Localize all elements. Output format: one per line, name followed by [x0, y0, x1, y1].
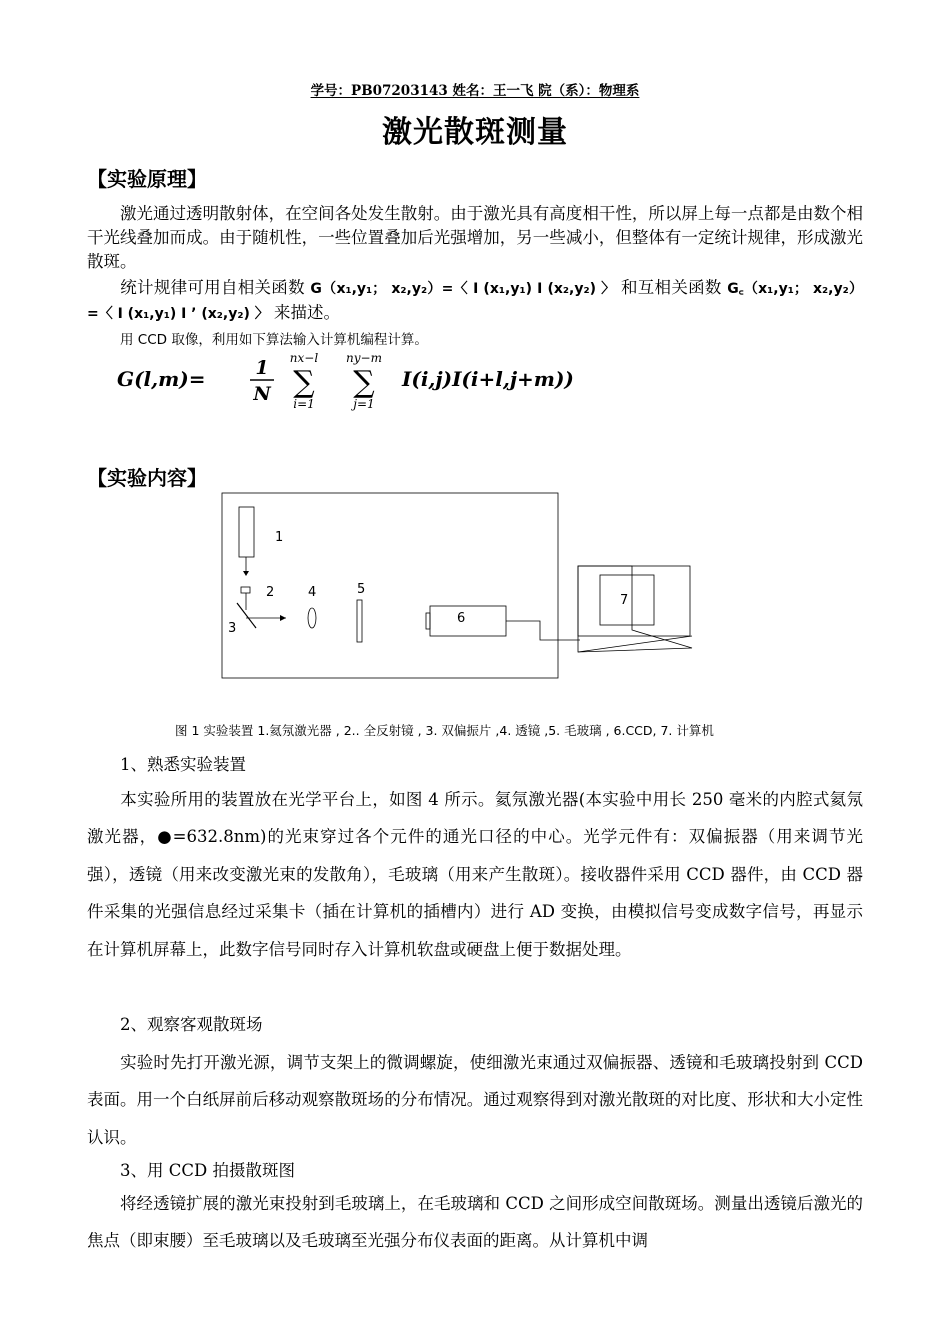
step-1-body: 本实验所用的装置放在光学平台上，如图 4 所示。氦氖激光器(本实验中用长 250 毫米的内腔式氦氖激光器，●=632.8nm)的光束穿过各个元件的通光口径的中心。光学元件有：双偏振器（用来调节光强），透镜（用来改变激光束的发散角），毛玻璃（用来产生散斑）。接收器件采用 CCD 器件，由 CCD 器件采集的光强信息经过采集卡（插在计算机的插槽内）进行 AD 变换，由模拟信号变成数字信号，再显示在计算机屏幕上，此数字信号同时存入计算机软盘或硬盘上便于数据处理。 [87, 790, 863, 959]
computer-monitor-body [578, 566, 692, 652]
principle-text-2b: 和互相关函数 [621, 278, 722, 297]
formula-lhs: G(l,m)= [117, 367, 206, 391]
autocorrelation-function: G（x₁,y₁； x₂,y₂）=〈 I (x₁,y₁) I (x₂,y₂) 〉 [310, 281, 616, 297]
mirror-element [237, 603, 256, 628]
ccd-lens [426, 613, 430, 629]
formula-denominator: N [253, 383, 271, 405]
step-1-text [87, 781, 863, 968]
principle-text-1: 激光通过透明散射体，在空间各处发生散射。由于激光具有高度相干性，所以屏上每一点都是由数个相干光线叠加而成。由于随机性，一些位置叠加后光强增加，另一些减小，但整体有一定统计规律，形成激光散斑。 [87, 204, 863, 271]
label-polarizer: 2 [266, 585, 275, 600]
student-info-header: 学号：PB07203143 姓名：王一飞 院（系）：物理系 [310, 83, 640, 99]
ccd-cable [506, 621, 580, 640]
step-1-title: 1、熟悉实验装置 [120, 755, 246, 774]
formula-summand: I(i,j)I(i+l,j+m)) [402, 367, 574, 391]
label-lens: 4 [308, 585, 317, 600]
step-2-text [87, 1044, 863, 1156]
computer-monitor-bezel [578, 566, 690, 636]
label-computer: 7 [620, 593, 629, 608]
beam-arrow-right [280, 615, 286, 621]
apparatus-diagram [220, 490, 720, 690]
beam-arrow-down [243, 571, 249, 576]
polarizer-element [241, 587, 250, 593]
correlation-formula [112, 352, 712, 412]
sum2-upper-limit: ny−m [346, 352, 382, 365]
step-3-body: 将经透镜扩展的激光束投射到毛玻璃上，在毛玻璃和 CCD 之间形成空间散斑场。测量出透镜后激光的焦点（即束腰）至毛玻璃以及毛玻璃至光强分布仪表面的距离。从计算机中调 [87, 1194, 863, 1251]
lens-element [308, 608, 316, 628]
sum1-upper-limit: nx−l [289, 352, 319, 365]
sum1-lower-limit: i=1 [293, 397, 315, 411]
ground-glass-element [357, 600, 362, 642]
principle-paragraph-3: 用 CCD 取像，利用如下算法输入计算机编程计算。 [120, 332, 428, 348]
principle-paragraph-1 [87, 202, 863, 274]
step-2-body: 实验时先打开激光源，调节支架上的微调螺旋，使细激光束通过双偏振器、透镜和毛玻璃投射到 CCD 表面。用一个白纸屏前后移动观察散斑场的分布情况。通过观察得到对激光散斑的对比度、形状和大小定性认识。 [87, 1053, 863, 1147]
sum2-sigma: ∑ [353, 365, 375, 400]
label-ground-glass: 5 [357, 582, 366, 597]
figure-caption: 图 1 实验装置 1.氦氖激光器 , 2.. 全反射镜 , 3. 双偏振片 ,4. 透镜 ,5. 毛玻璃 , 6.CCD, 7. 计算机 [175, 723, 714, 738]
sum1-sigma: ∑ [293, 365, 315, 400]
cross-correlation-function: G꜀（x₁,y₁； x₂,y₂）=〈 I (x₁,y₁) I ’ (x₂,y₂) 〉 [87, 281, 864, 322]
section-heading-principle: 【实验原理】 [87, 167, 207, 191]
principle-text-2c: 来描述。 [274, 303, 341, 322]
principle-paragraph-2 [87, 276, 863, 326]
ccd-camera-body [430, 606, 506, 636]
step-3-text [87, 1185, 863, 1260]
label-laser: 1 [275, 530, 284, 545]
principle-text-2a: 统计规律可用自相关函数 [120, 278, 305, 297]
sum2-lower-limit: j=1 [353, 397, 375, 411]
section-heading-content: 【实验内容】 [87, 466, 207, 490]
step-2-title: 2、观察客观散斑场 [120, 1015, 263, 1034]
document-title: 激光散斑测量 [382, 115, 568, 150]
label-mirror: 3 [228, 621, 237, 636]
laser-tube [239, 507, 254, 557]
formula-numerator: 1 [255, 357, 269, 379]
label-ccd: 6 [457, 611, 466, 626]
step-3-title: 3、用 CCD 拍摄散斑图 [120, 1161, 295, 1180]
